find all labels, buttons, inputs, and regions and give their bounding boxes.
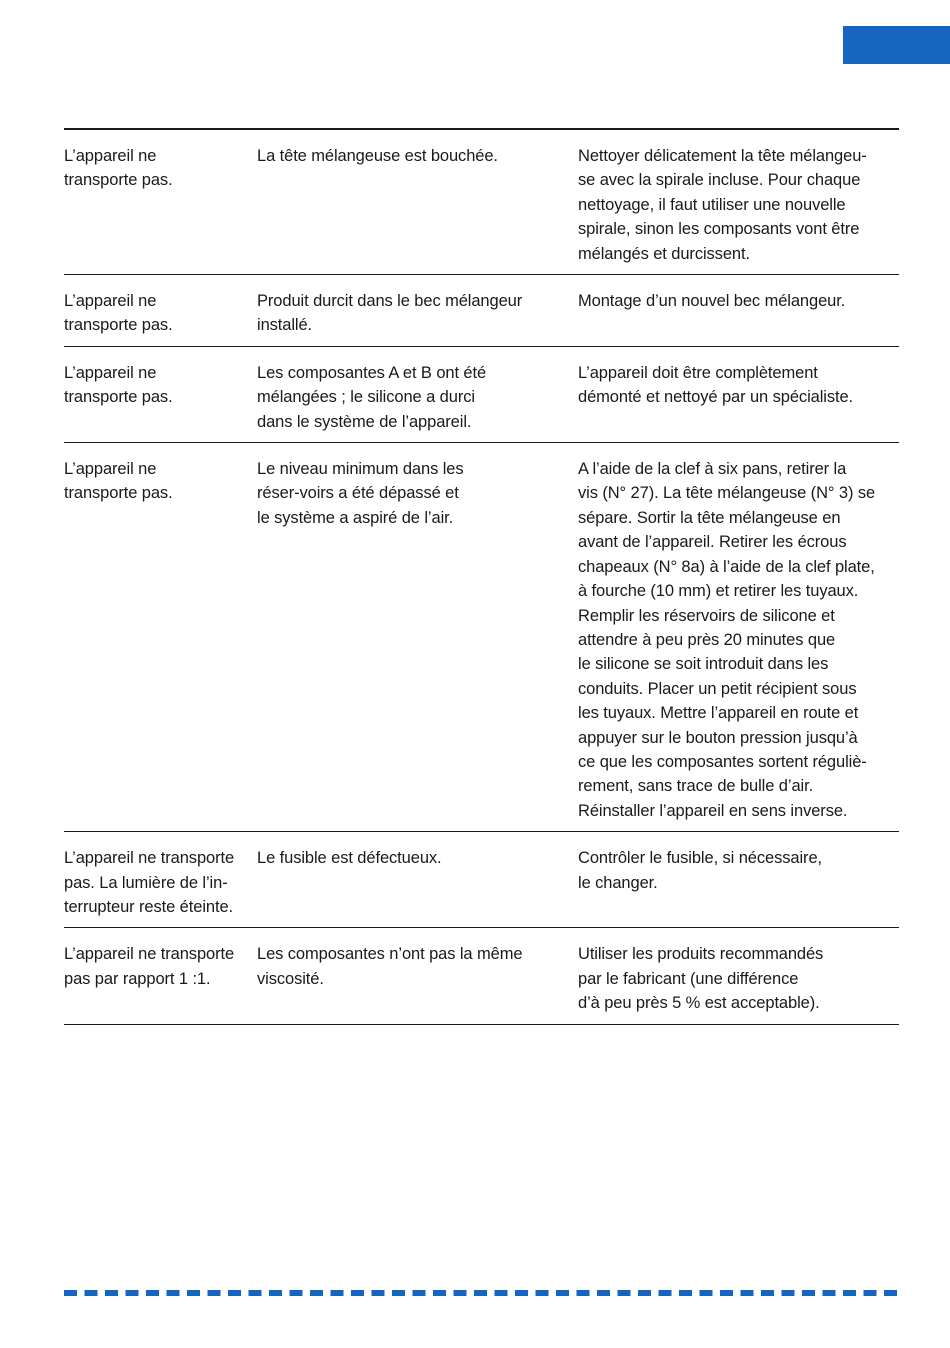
troubleshooting-table [64,128,899,1025]
solution-cell: L’appareil doit être complètement démonté et nettoyé par un spécialiste. [578,363,854,407]
solution-cell: A l’aide de la clef à six pans, retirer la vis (N° 27). La tête mélangeuse (N° 3) se sépare. Sortir la tête mélangeuse en avant de l’appareil. Retirer les écrous chapeaux (N° 8a) à l’aide de la clef plate, à fourche (10 mm) et retirer les tuyaux. Remplir les réservoirs de silicone et attendre à peu près 20 minutes que le silicone se soit introduit dans les conduits. Placer un petit récipient sous les tuyaux. Mettre l’appareil en route et appuyer sur le bouton pression jusqu’à ce que les composantes sortent réguliè- rement, sans trace de bulle d’air. Réinstaller l’appareil en sens inverse. [578,460,876,820]
problem-cell: L’appareil ne transporte pas. [64,460,173,503]
cause-cell: Les composantes n’ont pas la même viscosité. [257,945,523,988]
cause-cell: Le fusible est défectueux. [257,849,442,868]
table-row [64,130,899,275]
problem-cell: L’appareil ne transporte pas. [64,292,173,335]
cause-cell: La tête mélangeuse est bouchée. [257,147,498,165]
corner-tab-marker [843,26,950,64]
cause-cell: Le niveau minimum dans les réser-voirs a été dépassé et le système a aspiré de l’air. [257,460,464,527]
table-row [64,347,899,443]
solution-cell: Montage d’un nouvel bec mélangeur. [578,292,846,311]
table-row [64,443,899,832]
solution-cell: Utiliser les produits recommandés par le fabricant (une différence d’à peu près 5 % est acceptable). [578,945,824,1013]
problem-cell: L’appareil ne transporte pas. [64,147,173,190]
solution-cell: Contrôler le fusible, si nécessaire, le changer. [578,849,823,892]
table-row [64,275,899,347]
solution-cell: Nettoyer délicatement la tête mélangeu- se avec la spirale incluse. Pour chaque nettoyage, il faut utiliser une nouvelle spirale, sinon les composants vont être mélangés et durcissent. [578,147,867,263]
table-row [64,832,899,928]
problem-cell: L’appareil ne transporte pas. La lumière de l’in- terrupteur reste éteinte. [64,849,235,916]
cause-cell: Produit durcit dans le bec mélangeur installé. [257,292,523,335]
cause-cell: Les composantes A et B ont été mélangées ; le silicone a durci dans le système de l’appareil. [257,363,487,431]
footer-dashed-line [64,1290,902,1296]
table-row [64,928,899,1024]
problem-cell: L’appareil ne transporte pas. [64,363,173,407]
problem-cell: L’appareil ne transporte pas par rapport 1 :1. [64,945,235,988]
